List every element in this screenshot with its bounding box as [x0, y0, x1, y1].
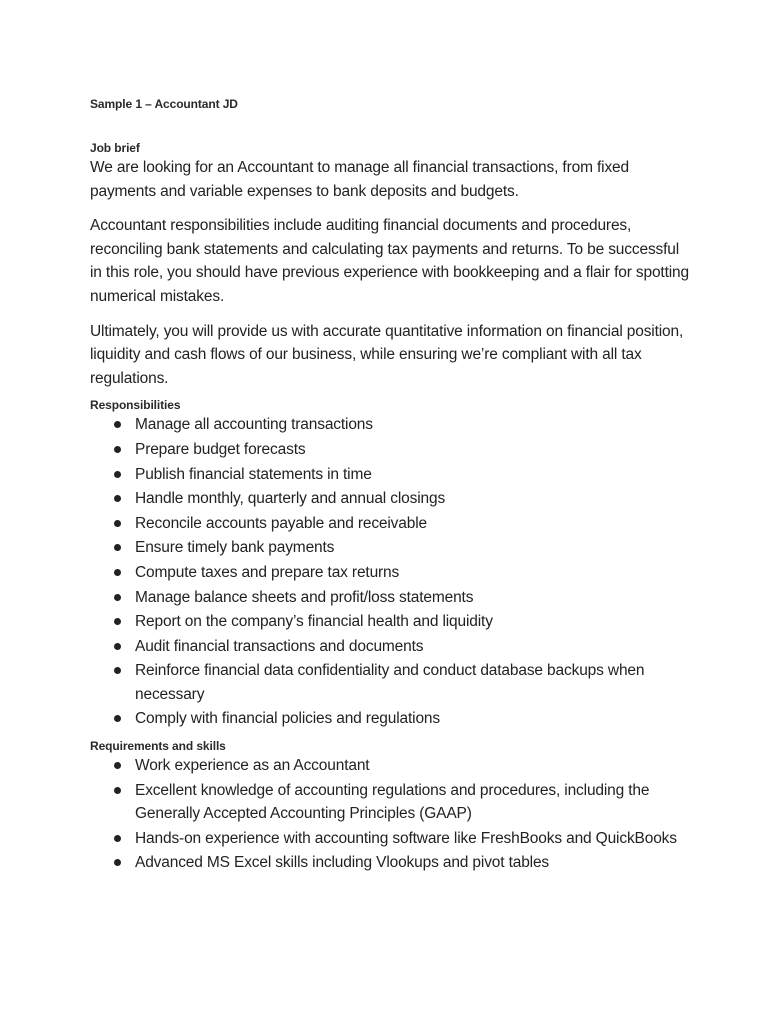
bullet-icon	[114, 667, 121, 674]
responsibility-item	[90, 438, 690, 462]
document-body	[90, 96, 690, 876]
responsibility-item	[90, 610, 690, 634]
bullet-icon	[114, 544, 121, 551]
responsibility-text: Manage balance sheets and profit/loss statements	[135, 588, 474, 606]
bullet-icon	[114, 471, 121, 478]
responsibility-item	[90, 586, 690, 610]
bullet-icon	[114, 618, 121, 625]
job-brief-paragraph-2: Accountant responsibilities include auditing financial documents and procedures, reconciling bank statements and calculating tax payments and returns. To be successful in this role, you should have previous experience with bookkeeping and a flair for spotting numerical mistakes.	[90, 217, 689, 305]
requirement-item	[90, 779, 690, 826]
bullet-icon	[114, 859, 121, 866]
responsibility-item	[90, 635, 690, 659]
bullet-icon	[114, 643, 121, 650]
responsibility-text: Compute taxes and prepare tax returns	[135, 563, 400, 581]
responsibility-text: Publish financial statements in time	[135, 465, 372, 483]
responsibility-text: Ensure timely bank payments	[135, 539, 335, 557]
responsibility-text: Report on the company’s financial health and liquidity	[135, 613, 493, 631]
bullet-icon	[114, 495, 121, 502]
bullet-icon	[114, 787, 121, 794]
requirements-heading: Requirements and skills	[90, 739, 226, 754]
bullet-icon	[114, 594, 121, 601]
document-title: Sample 1 – Accountant JD	[90, 97, 238, 111]
bullet-icon	[114, 520, 121, 527]
responsibility-text: Reinforce financial data confidentiality and conduct database backups when necessary	[135, 662, 645, 703]
job-brief-paragraph-1: We are looking for an Accountant to manage all financial transactions, from fixed payments and variable expenses to bank deposits and budgets.	[90, 159, 629, 200]
responsibility-item	[90, 413, 690, 437]
responsibility-item	[90, 463, 690, 487]
bullet-icon	[114, 835, 121, 842]
requirement-text: Hands-on experience with accounting software like FreshBooks and QuickBooks	[135, 829, 677, 847]
responsibility-item	[90, 536, 690, 560]
responsibility-item	[90, 659, 690, 706]
requirements-list	[90, 754, 690, 875]
responsibilities-heading: Responsibilities	[90, 398, 181, 413]
responsibility-item	[90, 487, 690, 511]
requirement-text: Excellent knowledge of accounting regulations and procedures, including the Generally Accepted Accounting Principles (GAAP)	[135, 781, 650, 823]
responsibilities-list	[90, 413, 690, 731]
requirement-item	[90, 851, 690, 875]
job-brief-paragraph-3: Ultimately, you will provide us with accurate quantitative information on financial position, liquidity and cash flows of our business, while ensuring we’re compliant with all tax regulations.	[90, 322, 684, 387]
responsibility-text: Reconcile accounts payable and receivable	[135, 514, 427, 532]
job-brief-heading: Job brief	[90, 141, 140, 155]
bullet-icon	[114, 569, 121, 576]
bullet-icon	[114, 762, 121, 769]
responsibility-item	[90, 512, 690, 536]
requirement-text: Advanced MS Excel skills including Vlookups and pivot tables	[135, 854, 550, 872]
requirement-item	[90, 754, 690, 778]
bullet-icon	[114, 421, 121, 428]
requirement-text: Work experience as an Accountant	[135, 757, 370, 775]
bullet-icon	[114, 715, 121, 722]
bullet-icon	[114, 446, 121, 453]
responsibility-text: Prepare budget forecasts	[135, 440, 306, 458]
responsibility-item	[90, 561, 690, 585]
responsibility-text: Handle monthly, quarterly and annual closings	[135, 490, 446, 508]
responsibility-text: Audit financial transactions and documents	[135, 637, 424, 655]
responsibility-item	[90, 707, 690, 731]
requirement-item	[90, 827, 690, 851]
responsibility-text: Manage all accounting transactions	[135, 416, 373, 434]
responsibility-text: Comply with financial policies and regulations	[135, 710, 440, 728]
